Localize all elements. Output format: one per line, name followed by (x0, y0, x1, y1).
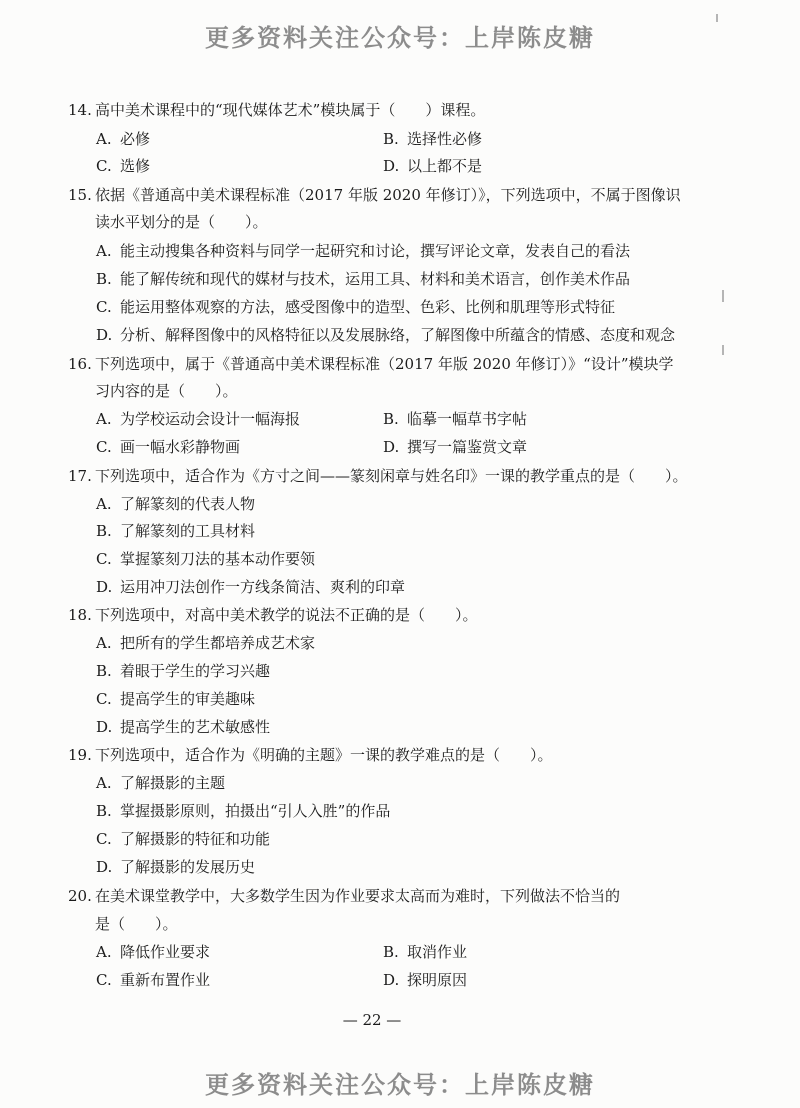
question-17-stem: 下列选项中，适合作为《方寸之间——篆刻闲章与姓名印》一课的教学重点的是（ ）。 (95, 467, 688, 485)
question-15-option-a: A. 能主动搜集各种资料与同学一起研究和讨论，撰写评论文章，发表自己的看法 (96, 242, 631, 260)
question-17-option-b-line (0, 521, 800, 541)
question-15-option-b-line (0, 269, 800, 289)
question-14-option-d: D. 以上都不是 (383, 157, 483, 175)
question-19-option-b-line (0, 801, 800, 821)
question-15-number: 15. (68, 186, 92, 204)
question-16-stem: 下列选项中，属于《普通高中美术课程标准（2017 年版 2020 年修订）》“设计”模块学 (95, 355, 674, 373)
question-15-stem-continued: 读水平划分的是（ ）。 (95, 213, 268, 231)
question-15-stem: 依据《普通高中美术课程标准（2017 年版 2020 年修订）》，下列选项中，不属于图像识 (95, 186, 681, 204)
question-16-option-c: C. 画一幅水彩静物画 (96, 438, 241, 456)
question-17-stem-line (0, 466, 800, 486)
question-17-option-b: B. 了解篆刻的工具材料 (96, 522, 256, 540)
question-20-option-c: C. 重新布置作业 (96, 971, 211, 989)
question-17-option-d-line (0, 577, 800, 597)
question-20-stem-line-2 (0, 914, 800, 934)
question-15-option-d: D. 分析、解释图像中的风格特征以及发展脉络，了解图像中所蕴含的情感、态度和观念 (96, 326, 676, 344)
question-15-stem-line-2 (0, 212, 800, 232)
watermark-bottom: 更多资料关注公众号：上岸陈皮糖 (205, 1071, 595, 1099)
question-16-option-b: B. 临摹一幅草书字帖 (383, 410, 528, 428)
question-20-number: 20. (68, 887, 92, 905)
question-18-option-d: D. 提高学生的艺术敏感性 (96, 718, 271, 736)
question-14-stem: 高中美术课程中的“现代媒体艺术”模块属于（ ）课程。 (95, 101, 486, 119)
question-20-option-b: B. 取消作业 (383, 943, 468, 961)
question-19-option-a-line (0, 773, 800, 793)
question-14-number: 14. (68, 101, 92, 119)
question-17-option-a: A. 了解篆刻的代表人物 (96, 495, 256, 513)
question-15-option-c-line (0, 297, 800, 317)
question-20-option-a: A. 降低作业要求 (96, 943, 211, 961)
question-16-options-row-1 (0, 409, 800, 429)
question-18-option-c-line (0, 689, 800, 709)
question-18-option-a: A. 把所有的学生都培养成艺术家 (96, 634, 316, 652)
question-15-stem-line (0, 185, 800, 205)
question-17-option-c: C. 掌握篆刻刀法的基本动作要领 (96, 550, 316, 568)
question-20-option-d: D. 探明原因 (383, 971, 468, 989)
question-19-option-a: A. 了解摄影的主题 (96, 774, 226, 792)
question-16-stem-continued: 习内容的是（ ）。 (95, 382, 238, 400)
question-15-option-c: C. 能运用整体观察的方法，感受图像中的造型、色彩、比例和肌理等形式特征 (96, 298, 616, 316)
question-18-option-b-line (0, 661, 800, 681)
question-18-option-b: B. 着眼于学生的学习兴趣 (96, 662, 271, 680)
question-16-stem-line (0, 354, 800, 374)
question-16-option-d: D. 撰写一篇鉴赏文章 (383, 438, 528, 456)
question-17-option-a-line (0, 494, 800, 514)
question-15-option-b: B. 能了解传统和现代的媒材与技术，运用工具、材料和美术语言，创作美术作品 (96, 270, 631, 288)
question-18-stem-line (0, 605, 800, 625)
question-20-stem-continued: 是（ ）。 (95, 915, 178, 933)
question-19-option-c: C. 了解摄影的特征和功能 (96, 830, 271, 848)
question-17-option-c-line (0, 549, 800, 569)
question-15-option-a-line (0, 241, 800, 261)
question-19-option-d: D. 了解摄影的发展历史 (96, 858, 256, 876)
question-18-stem: 下列选项中，对高中美术教学的说法不正确的是（ ）。 (95, 606, 478, 624)
question-19-stem: 下列选项中，适合作为《明确的主题》一课的教学难点的是（ ）。 (95, 746, 553, 764)
page-number: — 22 — (342, 1011, 402, 1029)
question-16-number: 16. (68, 355, 92, 373)
question-14-option-b: B. 选择性必修 (383, 130, 483, 148)
question-14-options-row-1 (0, 129, 800, 149)
question-17-option-d: D. 运用冲刀法创作一方线条简洁、爽利的印章 (96, 578, 406, 596)
question-14-option-a: A. 必修 (96, 130, 151, 148)
question-14-options-row-2 (0, 156, 800, 176)
question-19-option-b: B. 掌握摄影原则，拍摄出“引人入胜”的作品 (96, 802, 391, 820)
question-16-option-a: A. 为学校运动会设计一幅海报 (96, 410, 301, 428)
question-18-option-c: C. 提高学生的审美趣味 (96, 690, 256, 708)
scan-speck (716, 14, 718, 22)
watermark-top: 更多资料关注公众号：上岸陈皮糖 (205, 24, 595, 52)
question-18-number: 18. (68, 606, 92, 624)
question-19-stem-line (0, 745, 800, 765)
question-20-stem-line (0, 886, 800, 906)
question-15-option-d-line (0, 325, 800, 345)
question-18-option-a-line (0, 633, 800, 653)
question-20-options-row-2 (0, 970, 800, 990)
question-20-options-row-1 (0, 942, 800, 962)
question-17-number: 17. (68, 467, 92, 485)
question-16-options-row-2 (0, 437, 800, 457)
question-19-option-c-line (0, 829, 800, 849)
question-14-option-c: C. 选修 (96, 157, 151, 175)
question-14-stem-line (0, 100, 800, 120)
question-16-stem-line-2 (0, 381, 800, 401)
question-20-stem: 在美术课堂教学中，大多数学生因为作业要求太高而为难时，下列做法不恰当的 (95, 887, 621, 905)
question-19-number: 19. (68, 746, 92, 764)
question-19-option-d-line (0, 857, 800, 877)
question-18-option-d-line (0, 717, 800, 737)
